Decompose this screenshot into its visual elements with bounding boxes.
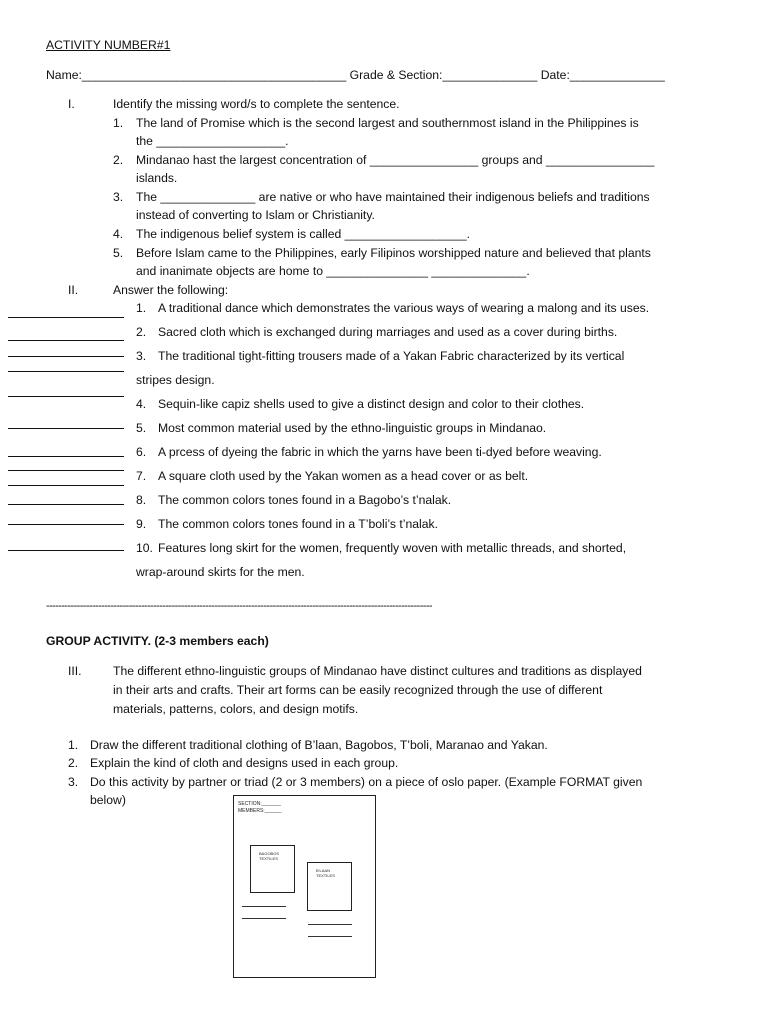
task-text: below) [90, 793, 126, 807]
example-box-label: B’LAAN TEXTILES [316, 868, 335, 878]
part1-item-number: 1. [113, 116, 124, 130]
task-number: 3. [68, 775, 79, 789]
part3-paragraph: The different ethno-linguistic groups of Mindanao have distinct cultures and traditions as displayed [113, 664, 642, 678]
part2-item-text: Features long skirt for the women, frequently woven with metallic threads, and shorted, [158, 541, 627, 555]
part2-item-number: 2. [136, 325, 147, 339]
answer-blank[interactable] [8, 371, 124, 372]
part1-item-text: the ___________________. [136, 134, 289, 148]
part2-item-text: Most common material used by the ethno-linguistic groups in Mindanao. [158, 421, 547, 435]
task-number: 1. [68, 738, 79, 752]
answer-blank[interactable] [8, 456, 124, 457]
part2-item-number: 9. [136, 517, 147, 531]
part2-item-text: The common colors tones found in a T’boli’s t’nalak. [158, 517, 439, 531]
part3-paragraph: in their arts and crafts. Their art forms can be easily recognized through the use of different [113, 683, 603, 697]
example-box-label: BAGOBOS TEXTILES [259, 851, 280, 861]
answer-blank[interactable] [8, 485, 124, 486]
part2-item-text: The traditional tight-fitting trousers made of a Yakan Fabric characterized by its vertical [158, 349, 625, 363]
part1-item-text: islands. [136, 171, 178, 185]
part1-item-text: instead of converting to Islam or Christianity. [136, 208, 375, 222]
part2-item-text: wrap-around skirts for the men. [136, 565, 305, 579]
part2-item-number: 1. [136, 301, 147, 315]
part1-item-text: The indigenous belief system is called __________________. [136, 227, 471, 241]
part2-item-text: The common colors tones found in a Bagobo’s t’nalak. [158, 493, 452, 507]
group-activity-title: GROUP ACTIVITY. (2-3 members each) [46, 634, 269, 648]
part1-item-text: The ______________ are native or who have maintained their indigenous beliefs and traditions [136, 190, 650, 204]
part3-paragraph: materials, patterns, colors, and design motifs. [113, 702, 359, 716]
answer-blank[interactable] [8, 470, 124, 471]
part2-instruction: Answer the following: [113, 283, 229, 297]
part1-item-text: and inanimate objects are home to _______________ ______________. [136, 264, 530, 278]
answer-blank[interactable] [8, 504, 124, 505]
part2-item-number: 3. [136, 349, 147, 363]
part2-item-number: 7. [136, 469, 147, 483]
part2-numeral: II. [68, 283, 79, 297]
example-members-label: MEMBERS:______ [238, 808, 282, 814]
part2-item-number: 6. [136, 445, 147, 459]
part2-item-text: Sequin-like capiz shells used to give a distinct design and color to their clothes. [158, 397, 585, 411]
example-line [242, 918, 286, 919]
example-line [308, 936, 352, 937]
part3-numeral: III. [68, 664, 82, 678]
answer-blank[interactable] [8, 396, 124, 397]
part2-item-number: 8. [136, 493, 147, 507]
task-text: Draw the different traditional clothing of B’laan, Bagobos, T’boli, Maranao and Yakan. [90, 738, 548, 752]
part1-item-text: Before Islam came to the Philippines, early Filipinos worshipped nature and believed that plants [136, 246, 651, 260]
part2-item-number: 10. [136, 541, 153, 555]
task-number: 2. [68, 756, 79, 770]
part2-item-number: 5. [136, 421, 147, 435]
answer-blank[interactable] [8, 550, 124, 551]
part1-item-text: Mindanao hast the largest concentration of ________________ groups and ________________ [136, 153, 655, 167]
part1-numeral: I. [68, 97, 75, 111]
answer-blank[interactable] [8, 317, 124, 318]
dashed-separator: ------------------------------------------------------------------------------------------------------------------------------ [46, 600, 432, 612]
answer-blank[interactable] [8, 356, 124, 357]
example-format-sheet [233, 795, 376, 978]
part1-instruction: Identify the missing word/s to complete the sentence. [113, 97, 400, 111]
answer-blank[interactable] [8, 428, 124, 429]
part2-item-text: A prcess of dyeing the fabric in which the yarns have been ti-dyed before weaving. [158, 445, 602, 459]
part2-item-text: A square cloth used by the Yakan women as a head cover or as belt. [158, 469, 529, 483]
part2-item-text: Sacred cloth which is exchanged during marriages and used as a cover during births. [158, 325, 618, 339]
example-line [242, 906, 286, 907]
example-textile-box [307, 862, 352, 911]
example-line [308, 924, 352, 925]
part2-item-number: 4. [136, 397, 147, 411]
answer-blank[interactable] [8, 524, 124, 525]
part1-item-number: 2. [113, 153, 124, 167]
task-text: Explain the kind of cloth and designs used in each group. [90, 756, 399, 770]
part2-item-text: stripes design. [136, 373, 215, 387]
example-textile-box [250, 845, 295, 893]
part1-item-text: The land of Promise which is the second largest and southernmost island in the Philippines is [136, 116, 639, 130]
task-text: Do this activity by partner or triad (2 or 3 members) on a piece of oslo paper. (Example FORMAT given [90, 775, 643, 789]
answer-blank[interactable] [8, 340, 124, 341]
activity-title: ACTIVITY NUMBER#1 [46, 38, 171, 52]
part1-item-number: 4. [113, 227, 124, 241]
part1-item-number: 5. [113, 246, 124, 260]
part1-item-number: 3. [113, 190, 124, 204]
part2-item-text: A traditional dance which demonstrates the various ways of wearing a malong and its uses. [158, 301, 650, 315]
name-grade-date-line: Name:_______________________________________ Grade & Section:______________ Date:______________ [46, 68, 665, 82]
example-section-label: SECTION:_______ [238, 801, 282, 807]
